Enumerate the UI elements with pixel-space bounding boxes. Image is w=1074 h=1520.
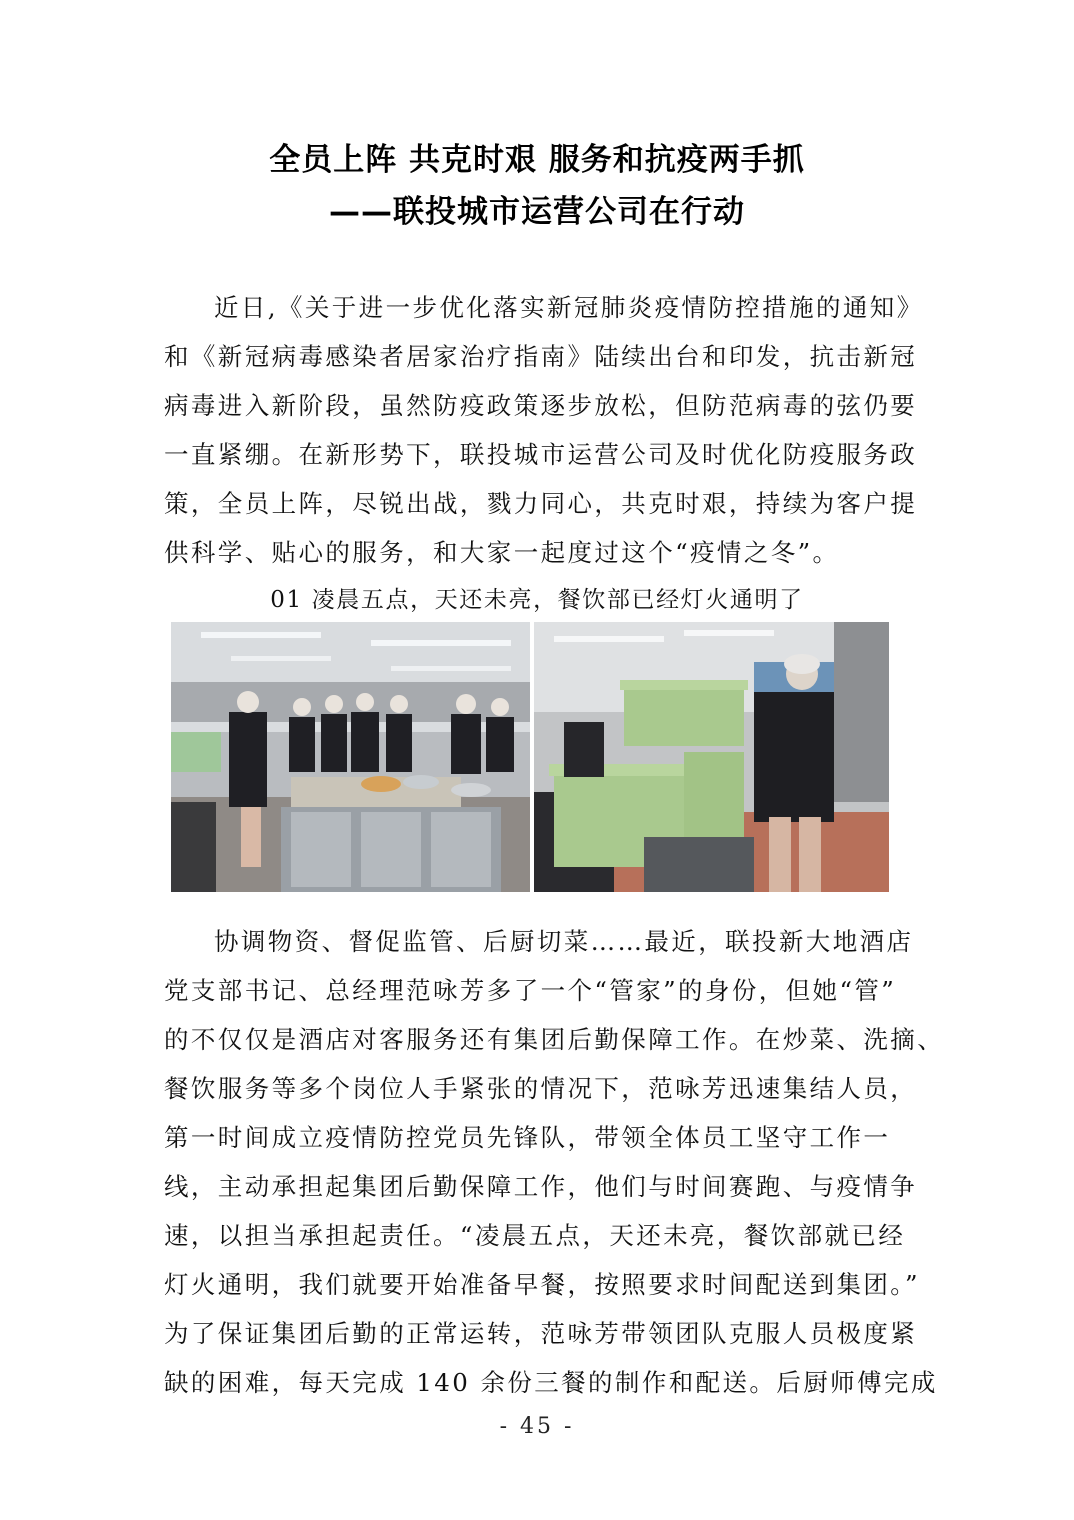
paragraph-line: 一直紧绷。在新形势下，联投城市运营公司及时优化防疫服务政 bbox=[164, 440, 918, 469]
paragraph-line: 缺的困难，每天完成 140 余份三餐的制作和配送。后厨师傅完成 bbox=[164, 1368, 938, 1397]
intro-paragraph bbox=[164, 283, 924, 577]
page-number: - 45 - bbox=[499, 1414, 575, 1439]
paragraph-line: 线，主动承担起集团后勤保障工作，他们与时间赛跑、与疫情争 bbox=[164, 1172, 918, 1201]
paragraph-line: 供科学、贴心的服务，和大家一起度过这个“疫情之冬”。 bbox=[164, 538, 840, 567]
section-caption: 01 凌晨五点，天还未亮，餐饮部已经灯火通明了 bbox=[270, 587, 804, 613]
paragraph-line: 策，全员上阵，尽锐出战，戮力同心，共克时艰，持续为客户提 bbox=[164, 489, 918, 518]
paragraph-line: 速，以担当承担起责任。“凌晨五点，天还未亮，餐饮部就已经 bbox=[164, 1221, 906, 1250]
paragraph-line: 的不仅仅是酒店对客服务还有集团后勤保障工作。在炒菜、洗摘、 bbox=[164, 1025, 945, 1054]
paragraph-line: 和《新冠病毒感染者居家治疗指南》陆续出台和印发，抗击新冠 bbox=[164, 342, 918, 371]
paragraph-line: 病毒进入新阶段，虽然防疫政策逐步放松，但防范病毒的弦仍要 bbox=[164, 391, 918, 420]
article-subtitle: ——联投城市运营公司在行动 bbox=[329, 194, 745, 230]
paragraph-line: 党支部书记、总经理范咏芳多了一个“管家”的身份，但她“管” bbox=[164, 976, 897, 1005]
body-paragraph bbox=[164, 917, 945, 1407]
paragraph-line: 第一时间成立疫情防控党员先锋队，带领全体员工坚守工作一 bbox=[164, 1123, 891, 1152]
paragraph-line: 餐饮服务等多个岗位人手紧张的情况下，范咏芳迅速集结人员， bbox=[164, 1074, 918, 1103]
paragraph-line: 近日,《关于进一步优化落实新冠肺炎疫情防控措施的通知》 bbox=[214, 293, 924, 322]
paragraph-line: 为了保证集团后勤的正常运转，范咏芳带领团队克服人员极度紧 bbox=[164, 1319, 918, 1348]
kitchen-staff-photo bbox=[171, 622, 530, 892]
storage-boxes-photo bbox=[534, 622, 889, 892]
paragraph-line: 灯火通明，我们就要开始准备早餐，按照要求时间配送到集团。” bbox=[164, 1270, 920, 1299]
article-title: 全员上阵 共克时艰 服务和抗疫两手抓 bbox=[269, 142, 805, 178]
paragraph-line: 协调物资、督促监管、后厨切菜……最近，联投新大地酒店 bbox=[214, 927, 914, 956]
